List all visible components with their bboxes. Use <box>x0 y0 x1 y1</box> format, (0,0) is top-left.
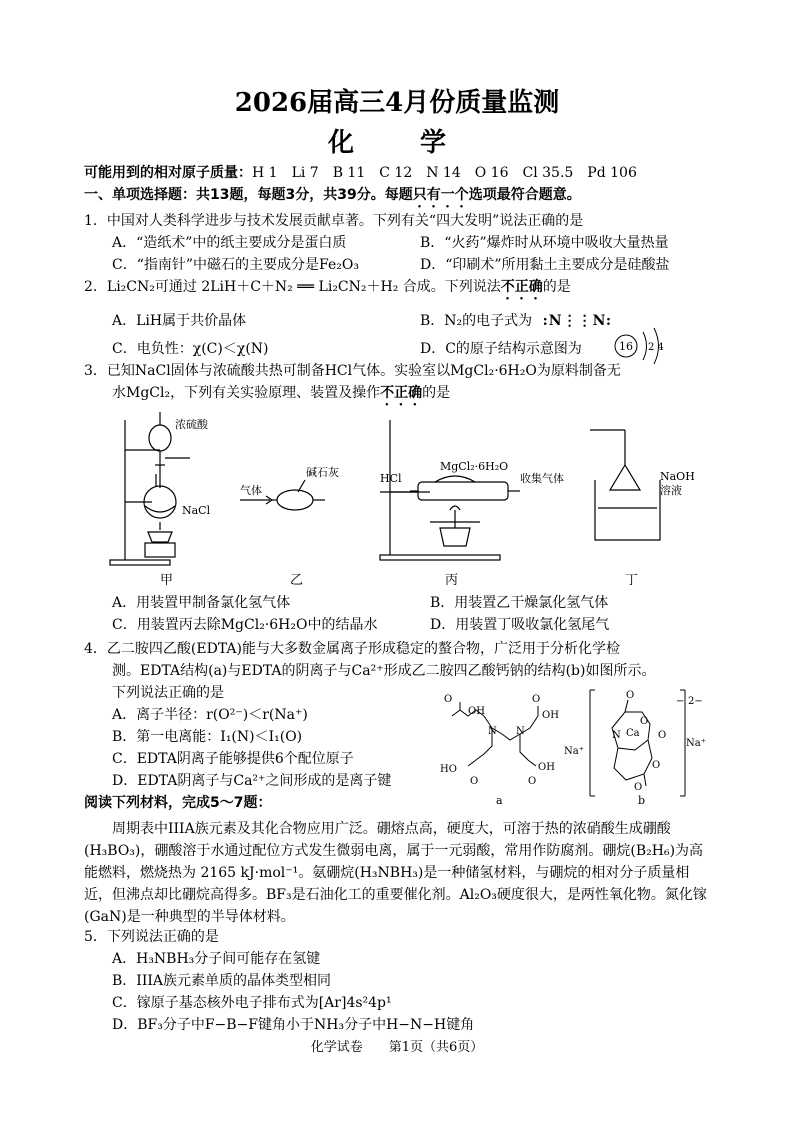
q4-stem-line3: 下列说法正确的是 <box>112 685 224 701</box>
reading-header: 阅读下列材料，完成5～7题： <box>84 795 272 811</box>
q3-option-d: D．用装置丁吸收氯化氢尾气 <box>430 617 610 633</box>
atom-oh-2: OH <box>542 710 559 721</box>
atom-o-4: O <box>528 776 537 787</box>
q4-stem-line2: 测。EDTA结构(a)与EDTA的阴离子与Ca²⁺形成乙二胺四乙酸钙钠的结构(b)如图所示。 <box>112 663 656 679</box>
q4-option-d: D．EDTA阴离子与Ca²⁺之间形成的是离子键 <box>112 773 392 789</box>
q4-option-c: C．EDTA阴离子能够提供6个配位原子 <box>112 751 354 767</box>
q2-stem-post: 的是 <box>542 279 571 295</box>
atomic-masses-values: H 1 Li 7 B 11 C 12 N 14 O 16 Cl 35.5 Pd 106 <box>252 165 637 181</box>
q1-option-d: D．“印刷术”所用黏土主要成分是硅酸盐 <box>420 257 670 273</box>
apparatus-figure <box>100 410 720 590</box>
ion-na-left: Na⁺ <box>564 746 584 757</box>
q4-option-b: B．第一电离能：I₁(N)＜I₁(O) <box>112 729 303 745</box>
q2-option-c: C．电负性：χ(C)＜χ(N) <box>112 341 269 357</box>
edta-structure-b <box>590 690 685 796</box>
q2-option-d: D．C的原子结构示意图为 <box>420 341 582 357</box>
q2-option-a: A．LiH属于共价晶体 <box>112 313 247 329</box>
atom-n-2: N <box>516 726 525 737</box>
shell-electrons: 2 4 <box>648 342 664 353</box>
label-nacl: NaCl <box>182 504 211 517</box>
atom-oh-1: OH <box>468 706 485 717</box>
q2-option-b <box>420 310 612 332</box>
atom-n-b1: N <box>612 730 621 741</box>
q2-stem <box>84 276 571 303</box>
edta-structure-figure <box>430 688 710 806</box>
q1-option-b: B．“火药”爆炸时从环境中吸收大量热量 <box>420 235 669 251</box>
atom-oh-3: OH <box>538 762 555 773</box>
section1-emphasis: 只有一个 <box>412 187 469 203</box>
q5-option-b: B．IIIA族元素单质的晶体类型相同 <box>112 973 331 989</box>
q3-stem-line1: 3．已知NaCl固体与浓硫酸共热可制备HCl气体。实验室以MgCl₂·6H₂O为原料制备无 <box>84 363 621 379</box>
q1-stem: 1．中国对人类科学进步与技术发展贡献卓著。下列有关“四大发明”说法正确的是 <box>84 213 584 229</box>
section1-header <box>84 184 581 211</box>
q3-stem2-pre: 水MgCl₂，下列有关实验原理、装置及操作 <box>112 385 381 401</box>
atom-ho: HO <box>440 764 457 775</box>
atom-o-b3: O <box>658 730 667 741</box>
atom-o-b5: O <box>634 782 643 793</box>
label-structure-b: b <box>638 794 646 806</box>
subject-title: 化 学 <box>327 128 466 158</box>
q4-stem-line1: 4．乙二胺四乙酸(EDTA)能与大多数金属离子形成稳定的螯合物，广泛用于分析化学检 <box>84 641 620 657</box>
label-soda-lime: 碱石灰 <box>306 466 339 479</box>
q3-option-c: C．用装置丙去除MgCl₂·6H₂O中的结晶水 <box>112 617 378 633</box>
atom-o-1: O <box>444 694 453 705</box>
page-footer: 化学试卷 第1页（共6页） <box>310 1040 484 1055</box>
reading-passage: 周期表中IIIA族元素及其化合物应用广泛。硼熔点高，硬度大，可溶于热的浓硝酸生成硼酸(H₃BO₃)，硼酸溶于水通过配位方式发生微弱电离，属于一元弱酸，常用作防腐剂。硼烷(B₂H₆)为高能燃料，燃烧热为 2165 kJ·mol⁻¹。氨硼烷(H₃NBH₃)是一种储氢材料，与硼烷的相对分子质量相近，但沸点却比硼烷高得多。BF₃是石油化工的重要催化剂。Al₂O₃硬度很大，是两性氧化物。氮化镓(GaN)是一种典型的半导体材料。 <box>84 821 707 925</box>
charge-minus: − <box>676 696 685 707</box>
q4-option-a: A．离子半径：r(O²⁻)＜r(Na⁺) <box>112 707 308 723</box>
apparatus-jia <box>110 412 190 565</box>
atomic-masses-label: 可能用到的相对原子质量： <box>84 165 252 181</box>
section1-prefix: 一、单项选择题：共13题，每题3分，共39分。每题 <box>84 187 413 203</box>
label-mgcl2-6h2o: MgCl₂·6H₂O <box>440 460 509 473</box>
label-yi: 乙 <box>290 573 304 588</box>
label-bing: 丙 <box>445 573 459 588</box>
atom-o-3: O <box>470 776 479 787</box>
atom-o-b2: O <box>640 716 649 727</box>
label-structure-a: a <box>496 794 503 806</box>
q5-option-a: A．H₃NBH₃分子间可能存在氢键 <box>112 951 321 967</box>
q2-stem-pre: 2．Li₂CN₂可通过 2LiH＋C＋N₂ ══ Li₂CN₂＋H₂ 合成。下列说法 <box>84 279 501 295</box>
label-collect-gas: 收集气体 <box>520 472 564 485</box>
q2-stem-emphasis: 不正确 <box>500 279 543 295</box>
label-hcl: HCl <box>380 472 402 485</box>
atom-o-2: O <box>532 694 541 705</box>
label-naoh: NaOH <box>660 470 695 483</box>
q3-stem-emphasis: 不正确 <box>380 385 423 401</box>
q5-stem: 5．下列说法正确的是 <box>84 929 219 945</box>
q3-stem2-post: 的是 <box>422 385 451 401</box>
atom-ca: Ca <box>626 728 640 739</box>
nucleus-charge: 16 <box>619 340 633 353</box>
atomic-masses-line <box>84 162 637 184</box>
carbon-atom-structure-diagram <box>612 324 672 368</box>
q3-option-a: A．用装置甲制备氯化氢气体 <box>112 595 291 611</box>
q3-stem-line2 <box>112 382 450 409</box>
label-gas: 气体 <box>240 484 262 497</box>
ion-na-right: Na⁺ <box>686 738 706 749</box>
section1-suffix: 选项最符合题意。 <box>468 187 581 203</box>
q2-option-b-text: B．N₂的电子式为 <box>420 313 533 329</box>
q1-option-a: A．“造纸术”中的纸主要成分是蛋白质 <box>112 235 347 251</box>
apparatus-ding <box>590 430 660 540</box>
q5-option-c: C．镓原子基态核外电子排布式为[Ar]4s²4p¹ <box>112 995 392 1011</box>
label-jia: 甲 <box>160 573 174 588</box>
label-conc-acid: 浓硫酸 <box>175 418 208 431</box>
exam-title: 2026届高三4月份质量监测 <box>234 88 560 118</box>
q3-option-b: B．用装置乙干燥氯化氢气体 <box>430 595 609 611</box>
q1-option-c: C．“指南针”中磁石的主要成分是Fe₂O₃ <box>112 257 359 273</box>
atom-n-1: N <box>488 726 497 737</box>
q5-option-d: D．BF₃分子中F−B−F键角小于NH₃分子中H−N−H键角 <box>112 1017 475 1033</box>
apparatus-bing <box>380 420 520 560</box>
label-solution: 溶液 <box>660 484 682 497</box>
n2-electron-formula: :N⋮⋮N: <box>542 313 613 329</box>
atom-o-b4: O <box>652 760 661 771</box>
atom-o-b1: O <box>626 690 635 701</box>
charge-2minus: 2− <box>688 696 703 707</box>
label-ding: 丁 <box>625 573 639 588</box>
